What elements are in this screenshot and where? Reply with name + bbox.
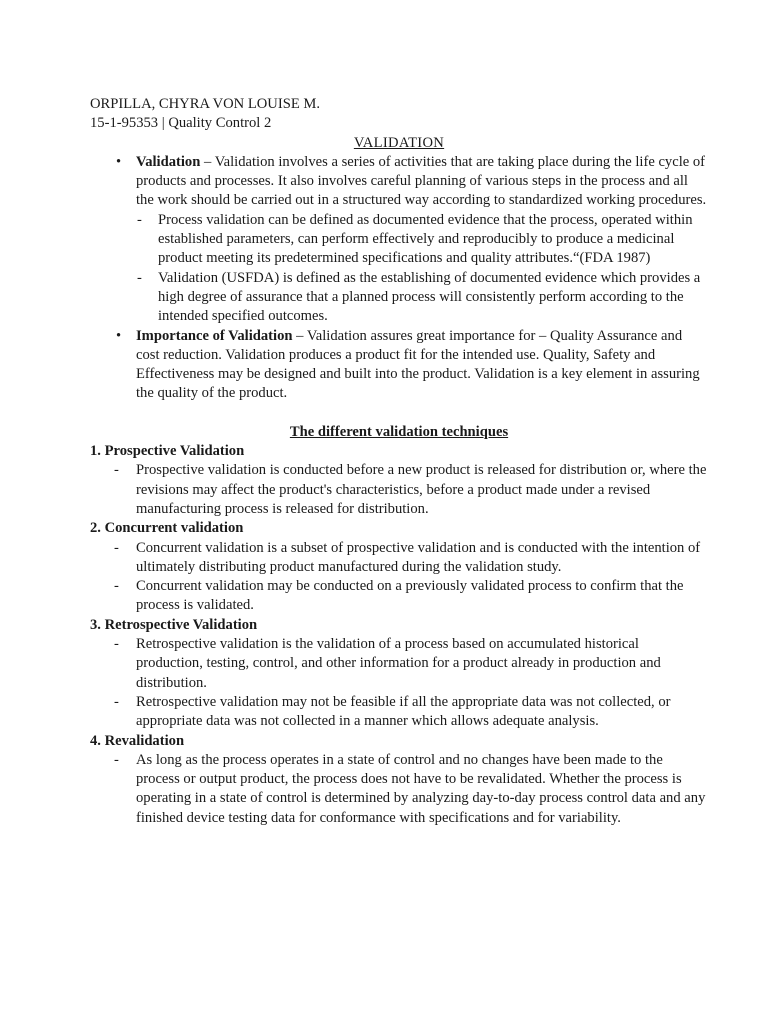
bullet-dot-icon: •: [116, 153, 122, 170]
bullet-text: Validation involves a series of activities that are taking place during the life cycle of products and processes. It also involves careful planning of various steps in the process and all the work should be carried out in a structured way according to standardized working procedures.: [136, 153, 707, 209]
technique-heading: 1. Prospective Validation: [90, 443, 245, 460]
sub-point-text: Process validation can be defined as documented evidence that the process, operated within established parameters, can perform effectively and reproducibly to produce a medicinal product meeting its predetermined specifications and quality attributes.“(FDA 1987): [158, 211, 693, 267]
technique-point-text: Retrospective validation is the validation of a process based on accumulated historical production, testing, control, and other information for a product already in production and distribution.: [136, 636, 661, 691]
technique-point-text: Concurrent validation may be conducted on a previously validated process to confirm that the process is validated.: [136, 578, 684, 614]
dash-icon: -: [137, 211, 142, 228]
dash-icon: -: [114, 636, 119, 653]
dash-icon: -: [114, 751, 119, 768]
sub-point: [136, 211, 708, 269]
technique-point: [90, 635, 708, 693]
page-title: VALIDATION: [353, 134, 445, 151]
sub-point-list: [136, 211, 708, 327]
technique-point: [90, 693, 708, 732]
technique-point: [90, 539, 708, 578]
bullet-validation: [90, 153, 708, 327]
section-title: The different validation techniques: [289, 423, 509, 440]
sub-point-text: Validation (USFDA) is defined as the establishing of documented evidence which provides a high degree of assurance that a planned process will consistently perform according to the intended specified outcomes.: [158, 269, 701, 325]
bullet-term: Importance of Validation: [136, 327, 293, 344]
technique-concurrent: [90, 519, 708, 615]
technique-points: [90, 539, 708, 616]
bullet-dot-icon: •: [116, 327, 122, 344]
technique-points: [90, 461, 708, 519]
technique-heading: 2. Concurrent validation: [90, 520, 244, 537]
bullet-text: Validation assures great importance for – Quality Assurance and cost reduction. Validation produces a product fit for the intended use. Quality, Safety and Effectiveness may be designed and built into the product. Validation is a key element in assuring the quality of the product.: [136, 327, 700, 402]
dash-icon: -: [137, 269, 142, 286]
technique-heading: 4. Revalidation: [90, 732, 185, 749]
technique-revalidation: [90, 732, 708, 828]
technique-point-text: Retrospective validation may not be feasible if all the appropriate data was not collected, or appropriate data was not collected in a manner which allows adequate analysis.: [136, 693, 671, 730]
dash-icon: -: [114, 462, 119, 479]
bullet-importance: [90, 327, 708, 404]
technique-point-text: Concurrent validation is a subset of prospective validation and is conducted with the intention of ultimately distributing product manufactured during the validation study.: [136, 539, 701, 575]
dash-icon: -: [114, 693, 119, 710]
dash-icon: -: [114, 578, 119, 595]
technique-points: [90, 635, 708, 731]
technique-point: [90, 461, 708, 519]
technique-retrospective: [90, 616, 708, 732]
author-name: ORPILLA, CHYRA VON LOUISE M.: [90, 96, 321, 112]
bullet-separator: –: [292, 327, 307, 344]
technique-point-text: As long as the process operates in a state of control and no changes have been made to the process or output product, the process does not have to be revalidated. Whether the process is operating in a state of control is determined by analyzing day-to-day process control data and any finished device testing data for conformance with specifications and for variability.: [136, 751, 706, 826]
definition-bullets: [90, 153, 708, 404]
bullet-paragraph: [136, 327, 708, 404]
spacer: [90, 404, 708, 423]
dash-icon: -: [114, 539, 119, 556]
bullet-term: Validation: [136, 153, 201, 170]
bullet-paragraph: [136, 153, 708, 211]
technique-points: [90, 751, 708, 828]
technique-point-text: Prospective validation is conducted before a new product is released for distribution or, where the revisions may affect the product's characteristics, before a product made under a revised manufacturing process is released for distribution.: [136, 462, 707, 517]
technique-point: [90, 751, 708, 828]
sub-point: [136, 269, 708, 327]
technique-point: [90, 577, 708, 616]
technique-heading: 3. Retrospective Validation: [90, 616, 258, 633]
bullet-separator: –: [200, 153, 215, 170]
technique-prospective: [90, 442, 708, 519]
course-info: 15-1-95353 | Quality Control 2: [90, 115, 272, 132]
